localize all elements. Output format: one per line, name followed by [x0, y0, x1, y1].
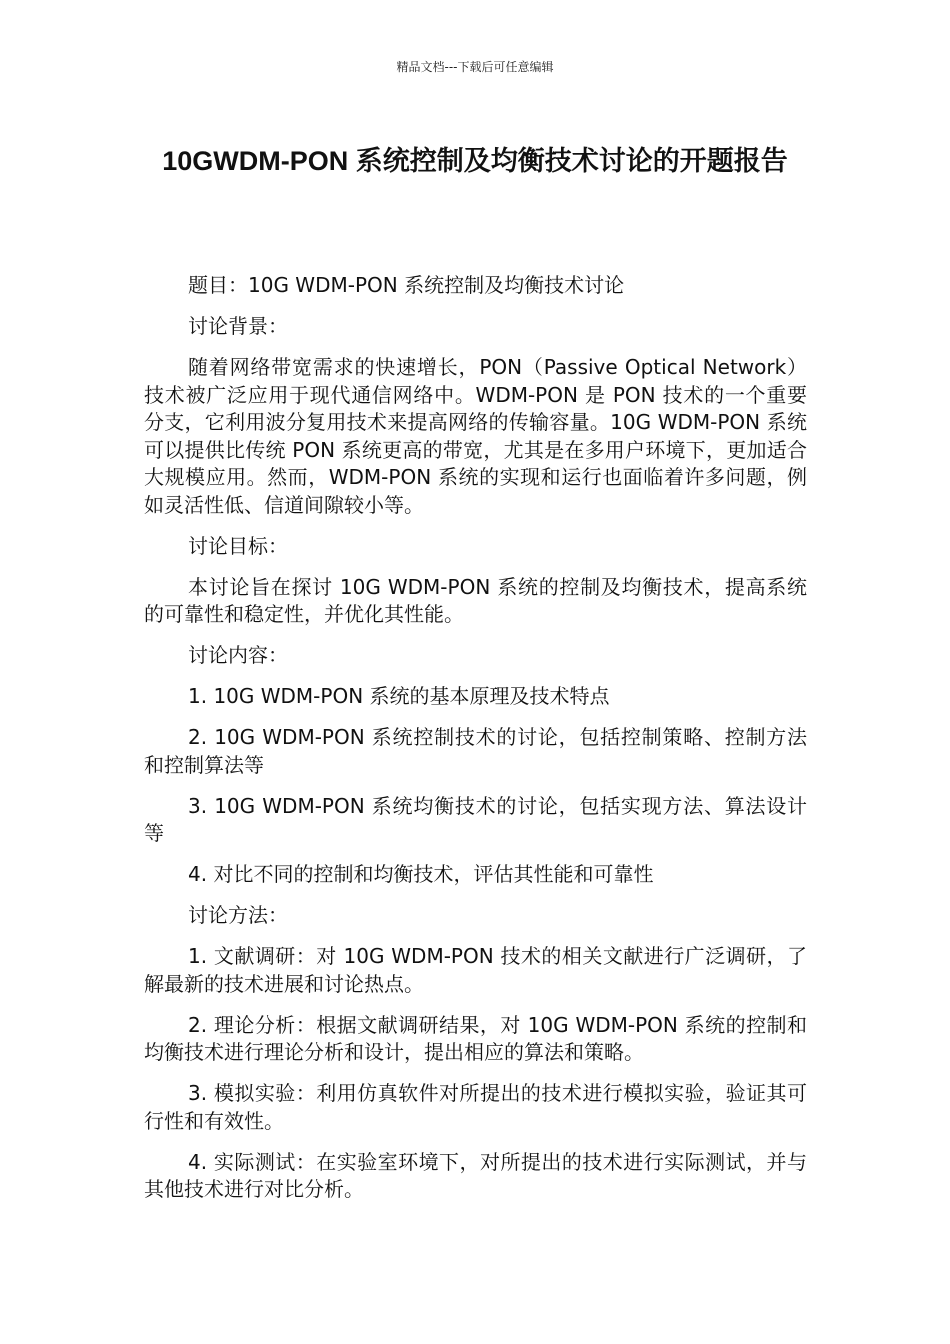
page-header: 精品文档---下载后可任意编辑 [396, 60, 554, 74]
list-item-method-2: 2. 理论分析：根据文献调研结果，对 10G WDM-PON 系统的控制和均衡技术进行理论分析和设计，提出相应的算法和策略。 [144, 1012, 807, 1064]
paragraph-topic: 题目：10G WDM-PON 系统控制及均衡技术讨论 [188, 273, 625, 297]
list-item-content-3: 3. 10G WDM-PON 系统均衡技术的讨论，包括实现方法、算法设计等 [144, 793, 807, 845]
document-title: 10GWDM-PON 系统控制及均衡技术讨论的开题报告 [162, 146, 788, 176]
paragraph-goal: 本讨论旨在探讨 10G WDM-PON 系统的控制及均衡技术，提高系统的可靠性和稳定性，并优化其性能。 [144, 574, 807, 626]
paragraph-background: 随着网络带宽需求的快速增长，PON（Passive Optical Network）技术被广泛应用于现代通信网络中。WDM-PON 是 PON 技术的一个重要分支，它利用波分复用技术来提高网络的传输容量。10G WDM-PON 系统可以提供比传统 PON 系统更高的带宽，尤其是在多用户环境下，更加适合大规模应用。然而，WDM-PON 系统的实现和运行也面临着许多问题，例如灵活性低、信道间隙较小等。 [144, 355, 807, 517]
heading-method: 讨论方法： [188, 903, 288, 927]
list-item-content-2: 2. 10G WDM-PON 系统控制技术的讨论，包括控制策略、控制方法和控制算法等 [144, 725, 807, 777]
list-item-content-1: 1. 10G WDM-PON 系统的基本原理及技术特点 [188, 684, 610, 708]
list-item-method-4: 4. 实际测试：在实验室环境下，对所提出的技术进行实际测试，并与其他技术进行对比分析。 [144, 1149, 807, 1201]
list-item-content-4: 4. 对比不同的控制和均衡技术，评估其性能和可靠性 [188, 862, 654, 886]
heading-background: 讨论背景： [188, 314, 288, 338]
list-item-method-3: 3. 模拟实验：利用仿真软件对所提出的技术进行模拟实验，验证其可行性和有效性。 [144, 1081, 807, 1133]
heading-content: 讨论内容： [188, 643, 288, 667]
document-body [144, 272, 807, 1217]
heading-goal: 讨论目标： [188, 533, 288, 558]
list-item-method-1: 1. 文献调研：对 10G WDM-PON 技术的相关文献进行广泛调研，了解最新的技术进展和讨论热点。 [144, 944, 807, 996]
